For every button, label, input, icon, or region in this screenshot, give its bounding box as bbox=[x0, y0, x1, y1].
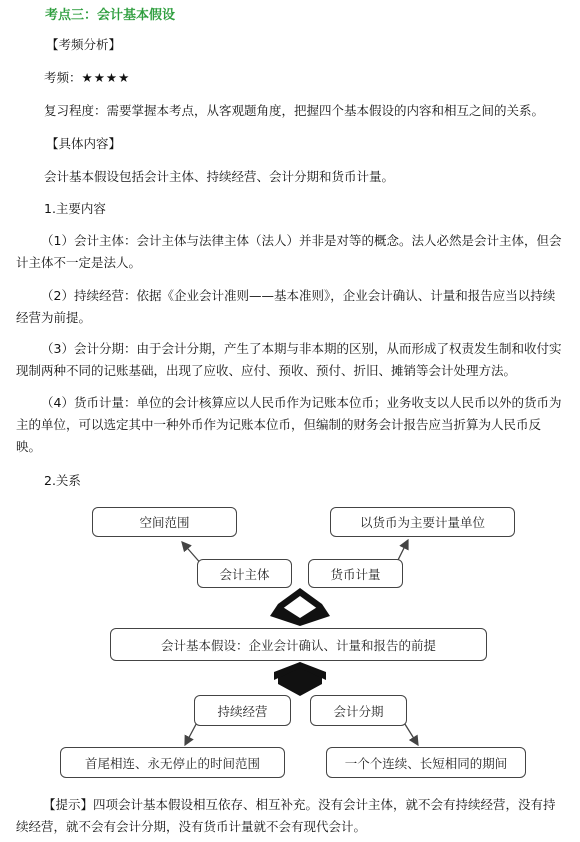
intro-text: 会计基本假设包括会计主体、持续经营、会计分期和货币计量。 bbox=[44, 169, 395, 184]
box-period: 会计分期 bbox=[310, 695, 407, 726]
box-currency-unit: 以货币为主要计量单位 bbox=[330, 507, 515, 537]
review-level: 复习程度：需要掌握本考点，从客观题角度，把握四个基本假设的内容和相互之间的关系。 bbox=[44, 103, 545, 118]
double-arrow-upper-icon bbox=[270, 588, 330, 626]
frequency-label: 考频： bbox=[44, 70, 82, 85]
box-currency: 货币计量 bbox=[308, 559, 403, 588]
section-1-heading: 1.主要内容 bbox=[44, 201, 106, 216]
tip-text: 【提示】四项会计基本假设相互依存、相互补充。没有会计主体，就不会有持续经营，没有持续经营，就不会有会计分期，没有货币计量就不会有现代会计。 bbox=[16, 797, 556, 834]
item-going-concern: （2）持续经营：依据《企业会计准则——基本准则》，企业会计确认、计量和报告应当以持续经营为前提。 bbox=[16, 288, 556, 325]
analysis-heading: 【考频分析】 bbox=[46, 37, 122, 52]
box-space-scope: 空间范围 bbox=[92, 507, 237, 537]
section-2-heading: 2.关系 bbox=[44, 473, 81, 488]
box-periods: 一个个连续、长短相同的期间 bbox=[326, 747, 526, 778]
box-basic-assumption: 会计基本假设：企业会计确认、计量和报告的前提 bbox=[110, 628, 487, 661]
box-going-concern: 持续经营 bbox=[194, 695, 291, 726]
item-entity: （1）会计主体：会计主体与法律主体（法人）并非是对等的概念。法人必然是会计主体，但会计主体不一定是法人。 bbox=[16, 233, 562, 270]
page-title: 考点三：会计基本假设 bbox=[45, 8, 176, 23]
frequency-stars: ★★★★ bbox=[81, 70, 131, 85]
item-period: （3）会计分期：由于会计分期，产生了本期与非本期的区别，从而形成了权责发生制和收付实现制两种不同的记账基础，出现了应收、应付、预收、预付、折旧、摊销等会计处理方法。 bbox=[16, 341, 562, 378]
box-time-scope: 首尾相连、永无停止的时间范围 bbox=[60, 747, 285, 778]
content-heading: 【具体内容】 bbox=[46, 136, 122, 151]
item-currency: （4）货币计量：单位的会计核算应以人民币作为记账本位币；业务收支以人民币以外的货币为主的单位，可以选定其中一种外币作为记账本位币，但编制的财务会计报告应当折算为人民币反映。 bbox=[16, 395, 562, 454]
double-arrow-lower-icon bbox=[274, 662, 326, 696]
box-entity: 会计主体 bbox=[197, 559, 292, 588]
